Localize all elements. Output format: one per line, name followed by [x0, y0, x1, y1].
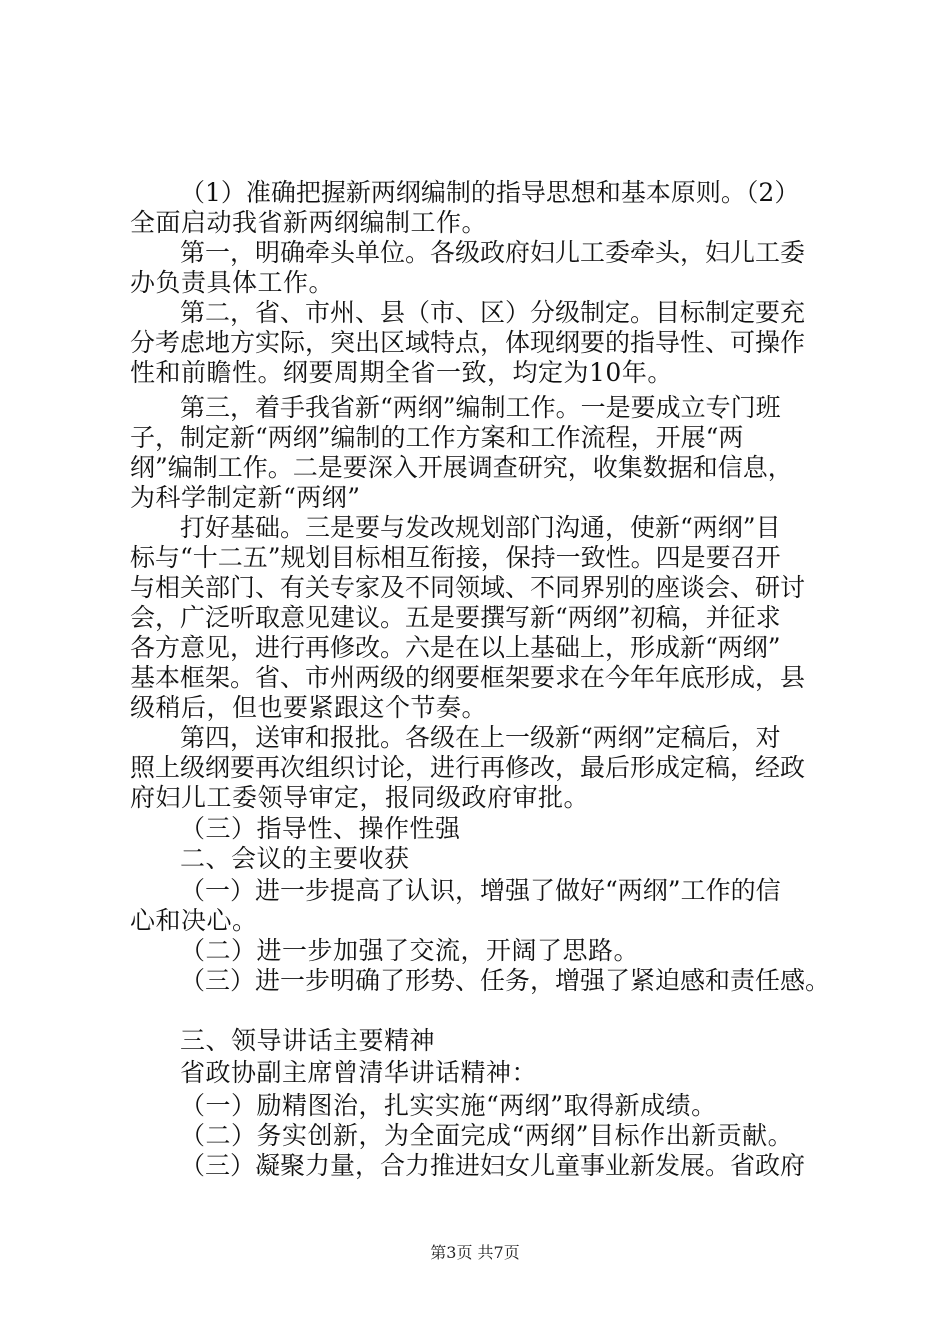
text-line-5: 第二，省、市州、县（市、区）分级制定。目标制定要充 — [180, 298, 806, 327]
text-line-7: 性和前瞻性。纲要周期全省一致，均定为10年。 — [130, 358, 673, 387]
text-line-24: （一）进一步提高了认识，增强了做好“两纲”工作的信 — [180, 876, 781, 905]
text-line-30: （一）励精图治，扎实实施“两纲”取得新成绩。 — [180, 1091, 717, 1120]
text-line-6: 分考虑地方实际，突出区域特点，体现纲要的指导性、可操作 — [130, 328, 806, 357]
text-line-8: 第三，着手我省新“两纲”编制工作。一是要成立专门班 — [180, 393, 781, 422]
text-line-29: 省政协副主席曾清华讲话精神： — [180, 1058, 538, 1087]
page-indicator: 第3页 共7页 — [430, 1243, 520, 1262]
text-line-10: 纲”编制工作。二是要深入开展调查研究，收集数据和信息， — [130, 453, 793, 482]
text-line-2: 全面启动我省新两纲编制工作。 — [130, 208, 488, 237]
text-line-3: 第一，明确牵头单位。各级政府妇儿工委牵头，妇儿工委 — [180, 238, 806, 267]
text-line-25: 心和决心。 — [130, 906, 258, 935]
text-line-26: （二）进一步加强了交流，开阔了思路。 — [180, 936, 640, 965]
text-line-19: 第四，送审和报批。各级在上一级新“两纲”定稿后，对 — [180, 723, 781, 752]
text-line-20: 照上级纲要再次组织讨论，进行再修改，最后形成定稿，经政 — [130, 753, 806, 782]
text-line-27: （三）进一步明确了形势、任务，增强了紧迫感和责任感。 — [180, 966, 831, 995]
text-line-12: 打好基础。三是要与发改规划部门沟通，使新“两纲”目 — [180, 513, 781, 542]
text-line-9: 子，制定新“两纲”编制的工作方案和工作流程，开展“两 — [130, 423, 744, 452]
text-line-31: （二）务实创新，为全面完成“两纲”目标作出新贡献。 — [180, 1121, 794, 1150]
text-line-11: 为科学制定新“两纲” — [130, 483, 361, 512]
text-line-16: 各方意见，进行再修改。六是在以上基础上，形成新“两纲” — [130, 633, 781, 662]
section-heading-3: （三）指导性、操作性强 — [180, 814, 461, 843]
text-line-14: 与相关部门、有关专家及不同领域、不同界别的座谈会、研讨 — [130, 573, 806, 602]
text-line-15: 会，广泛听取意见建议。五是要撰写新“两纲”初稿，并征求 — [130, 603, 781, 632]
section-heading-meeting-gains: 二、会议的主要收获 — [180, 844, 410, 873]
text-line-4: 办负责具体工作。 — [130, 268, 335, 297]
text-line-17: 基本框架。省、市州两级的纲要框架要求在今年年底形成，县 — [130, 663, 806, 692]
text-line-21: 府妇儿工委领导审定，报同级政府审批。 — [130, 783, 590, 812]
text-line-13: 标与“十二五”规划目标相互衔接，保持一致性。四是要召开 — [130, 543, 781, 572]
section-heading-leader-speech: 三、领导讲话主要精神 — [180, 1026, 436, 1055]
text-line-32: （三）凝聚力量，合力推进妇女儿童事业新发展。省政府 — [180, 1151, 806, 1180]
text-line-18: 级稍后，但也要紧跟这个节奏。 — [130, 693, 488, 722]
text-line-1: （1）准确把握新两纲编制的指导思想和基本原则。（2） — [180, 178, 800, 207]
